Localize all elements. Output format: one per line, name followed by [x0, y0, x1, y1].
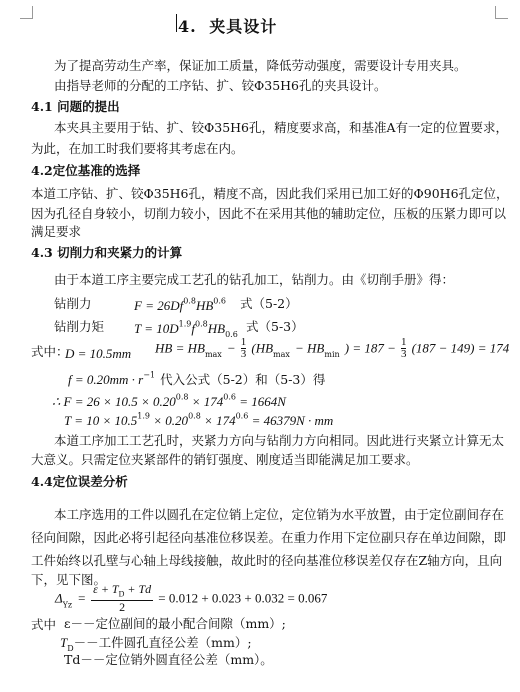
section-4-4-heading: 4.4定位误差分析	[31, 474, 128, 489]
exponent: 1.9	[137, 411, 151, 421]
formula-text: D = 10.5mm	[65, 346, 132, 361]
numerator: 1	[400, 336, 407, 348]
s42-line-1: 本道工序钻、扩、铰Φ35H6孔，精度不高，因此我们采用已加工好的Φ90H6孔定位，	[31, 186, 509, 201]
s42-line-3: 满足要求	[31, 224, 82, 239]
formula-text: f	[191, 321, 196, 336]
formula-text: + Td	[124, 582, 152, 596]
formula-text: × 174	[200, 413, 236, 428]
where-label: 式中：	[31, 344, 69, 359]
s41-line-2: 为此，在加工时我们要将其考虑在内。	[31, 141, 244, 156]
fraction-numerator	[91, 583, 153, 601]
formula-text: × 174	[188, 394, 224, 409]
s44-line-3: 工件始终以孔壁与心轴上母线接触，故此时的径向基准位移误差仅存在Z轴方向，且向	[31, 553, 503, 568]
subscript: D	[118, 589, 125, 599]
formula-text: T	[60, 635, 68, 650]
page-corner-mark	[495, 6, 508, 19]
exponent: 0.8	[195, 319, 208, 329]
formula-text: HB	[207, 321, 226, 336]
s43-line-3: 大意义。只需定位夹紧部件的销钉强度、刚度适当即能满足加工要求。	[31, 452, 419, 467]
s43-line-2: 本道工序加工工艺孔时，夹紧力方向与钻削力方向相同。因此进行夹紧立计算无太	[54, 433, 505, 448]
s44-line-1: 本工序选用的工件以圆孔在定位销上定位，定位销为水平放置，由于定位副间存在	[54, 507, 505, 522]
formula-text: f = 0.20mm · r	[68, 372, 144, 387]
exponent: 0.6	[213, 296, 227, 306]
denominator: 3	[400, 348, 407, 360]
chapter-number: 4.	[178, 17, 197, 36]
intro-paragraph-1: 为了提高劳动生产率，保证加工质量，降低劳动强度，需要设计专用夹具。	[54, 58, 467, 73]
formula-text: HB = HB	[155, 340, 205, 356]
s44-line-4: 下，见下图。	[31, 572, 107, 587]
formula-ref-5-2: 式（5-2）	[240, 296, 298, 311]
drilling-force-label: 钻削力	[54, 296, 92, 311]
formula-text: HB	[195, 298, 214, 313]
subscript: min	[324, 350, 340, 360]
formula-text: = 46379N · mm	[248, 413, 334, 428]
exponent: −1	[143, 370, 156, 380]
error-fraction	[91, 583, 153, 614]
s43-line-1: 由于本道工序主要完成工艺孔的钻孔加工，钻削力。由《切削手册》得：	[54, 272, 455, 287]
force-calculation	[52, 391, 286, 410]
s41-line-1: 本夹具主要用于钻、扩、铰Φ35H6孔，精度要求高，和基准A有一定的位置要求，	[54, 120, 509, 135]
fraction-one-third	[241, 337, 247, 360]
denominator: 3	[240, 348, 247, 360]
hardness-formula: HB = $HB_{max}$ − $\frac{1}{3}$ ($HB_{max} - HB_{min}$ ) = 187 − $\frac{1}{3}$ (187 − 149) = 174	[155, 336, 510, 360]
exponent: 0.6	[223, 392, 237, 402]
subscript: Yz	[62, 600, 73, 610]
numerator: 1	[240, 336, 247, 348]
feed-line	[68, 369, 325, 388]
subscript: max	[273, 350, 290, 360]
formula-text: (HB	[251, 340, 274, 356]
section-4-1-heading: 4.1 问题的提出	[31, 99, 120, 114]
formula-text: =	[77, 590, 87, 606]
formula-text: × 0.20	[150, 413, 189, 428]
chapter-title: 夹具设计	[209, 17, 278, 36]
page-corner-mark	[20, 6, 33, 19]
formula-text: ) = 187 −	[344, 340, 396, 356]
s44-where-pin-td: Td－－定位销外圆直径公差（mm）。	[64, 652, 273, 667]
drilling-torque-formula	[134, 318, 238, 339]
intro-paragraph-2: 由指导老师的分配的工序钻、扩、铰Φ35H6孔的夹具设计。	[54, 78, 387, 93]
drilling-torque-label: 钻削力矩	[54, 319, 105, 334]
feed-description: 代入公式（5-2）和（5-3）得	[160, 372, 326, 387]
s44-line-2: 径向间隙，因此必将引起径向基准位移误差。在重力作用下定位副只存在单边间隙，即	[31, 530, 507, 545]
torque-calculation	[64, 410, 333, 429]
exponent: 0.8	[183, 296, 196, 306]
subscript: max	[204, 350, 222, 360]
s44-where-label: 式中	[31, 617, 57, 632]
formula-text: T = 10D	[134, 321, 179, 336]
position-error-formula	[55, 583, 327, 613]
formula-text: F = 26Df	[134, 298, 184, 313]
formula-text: Δ	[55, 590, 63, 606]
chapter-heading	[178, 14, 277, 37]
formula-text: −	[226, 340, 236, 356]
formula-result: = 0.012 + 0.023 + 0.032 = 0.067	[158, 590, 328, 606]
drilling-force-formula	[134, 295, 226, 314]
subscript: D	[67, 644, 74, 654]
formula-text: ∴ F = 26 × 10.5 × 0.20	[52, 394, 176, 409]
diameter-value	[65, 343, 131, 362]
formula-text: (187 − 149) = 174	[411, 340, 510, 356]
s44-where-epsilon: ε－－定位副间的最小配合间隙（mm）;	[64, 616, 286, 631]
subscript: 0.6	[225, 330, 238, 340]
exponent: 0.8	[175, 392, 189, 402]
text-cursor	[176, 14, 177, 32]
exponent: 0.6	[235, 411, 249, 421]
definition-text: －－工件圆孔直径公差（mm）;	[73, 635, 252, 650]
formula-ref-5-3: 式（5-3）	[246, 319, 304, 334]
exponent: 1.9	[178, 319, 192, 329]
formula-text: T = 10 × 10.5	[64, 413, 138, 428]
fraction-denominator: 2	[119, 600, 126, 615]
formula-text: = 1664N	[236, 394, 286, 409]
section-4-2-heading: 4.2定位基准的选择	[31, 163, 141, 178]
section-4-3-heading: 4.3 切削力和夹紧力的计算	[31, 245, 183, 260]
fraction-one-third	[401, 337, 407, 360]
exponent: 0.8	[188, 411, 201, 421]
formula-text: ε + T	[93, 582, 119, 596]
s44-where-td	[60, 632, 252, 653]
s42-line-2: 因为孔径自身较小，切削力较小，因此不在采用其他的辅助定位，压板的压紧力即可以	[31, 206, 507, 221]
